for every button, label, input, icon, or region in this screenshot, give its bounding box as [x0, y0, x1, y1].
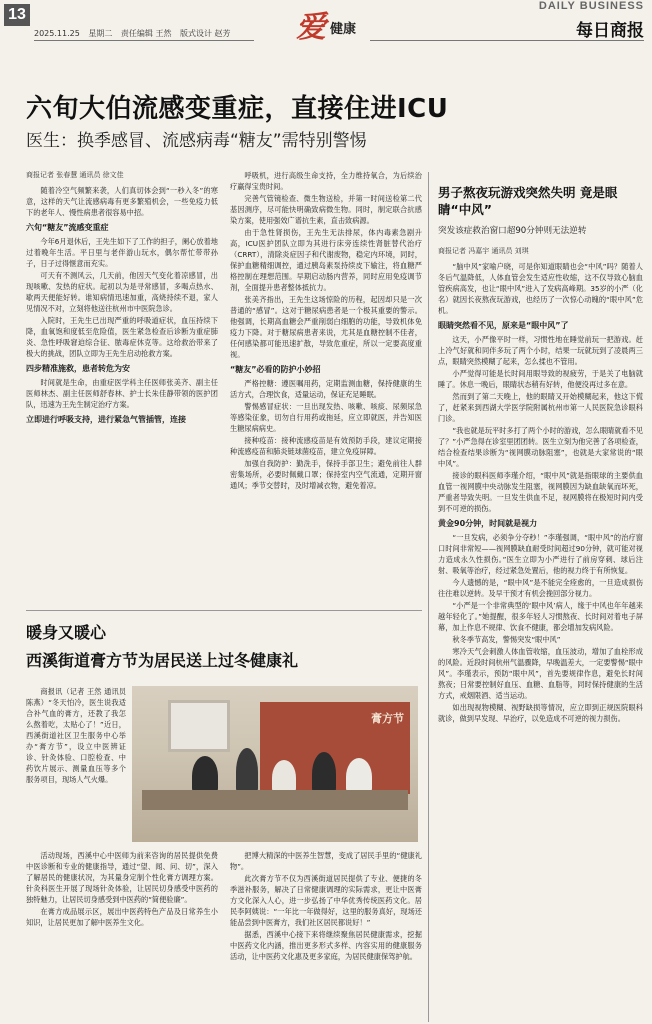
side-headline: 男子熬夜玩游戏突然失明 竟是眼睛“中风” [438, 185, 618, 217]
paragraph: “我也就是玩平时多打了两个小时的游戏，怎么眼睛就看不见了？”小严急得在诊室里团团转。医生立刻为他完善了各项检查，结合检查结果诊断为“视网膜动脉阻塞”，也就是大家常说的“眼中风”。 [438, 426, 643, 468]
story2-intro [26, 686, 126, 842]
side-column [438, 246, 643, 1018]
paragraph: 接诊的眼科医师李瑾介绍，“眼中风”就是指眼球的主要供血血管一视网膜中央动脉发生阻塞，视网膜因为缺血缺氧而坏死，严重者导致失明。一旦发生供血不足，视网膜将在极短时间内受到不可逆的损伤。 [438, 471, 643, 513]
paragraph: 如出现视物模糊、视野缺损等情况，应立即到正规医院眼科就诊，做到早发现、早治疗，以免造成不可逆的视力损伤。 [438, 703, 643, 723]
story2-column-1 [26, 850, 218, 1020]
paper-name-cn: 每日商报 [576, 21, 644, 41]
paragraph: 张美齐指出，王先生这场惊险的历程，起因却只是一次普通的“感冒”。这对于糖尿病患者是一个极其重要的警示。他强调，长期高血糖会严重削弱白细胞的功能，导致机体免疫力下降。对于糖尿病患者来说，尤其是血糖控制不佳者，任何感染都可能迅速扩散，导致危重症，所以一定要高度重视。 [230, 295, 422, 359]
lead-column-2 [230, 170, 422, 606]
paragraph: 警惕感冒症状：一旦出现发热、咳嗽、咳痰、尿频尿急等感染征象，切勿自行用药或拖延，应立即就医，并告知医生糖尿病病史。 [230, 402, 422, 433]
paragraph: 由于急性肾损伤，王先生无法排尿，体内毒素急剧升高，ICU医护团队立即为其进行床旁连续性肾脏替代治疗（CRRT），清除炎症因子和代谢废物，稳定内环境，同时，保护血糖精细调控，通过胰岛素泵持续皮下输注，将血糖严格控制在理想范围。早期启动肠内营养，同时应用免疫调节剂，全面提升患者整体抵抗力。 [230, 228, 422, 292]
paragraph: 完善气管镜检查、微生物送检，并第一时间送检第二代基因测序，尽可能快明确致病微生物。同时，制定联合抗感染方案，使用强效广谱抗生素，直击致病源。 [230, 194, 422, 225]
paragraph: 今人遗憾的是，“眼中风”是不能完全痊愈的，一旦造成损伤往往难以逆转。及早干预才有机会挽回部分视力。 [438, 578, 643, 598]
lead-column-1 [26, 170, 218, 606]
issue-editor: 责任编辑 王然 [120, 29, 172, 38]
lead-headline: 六旬大伯流感变重症，直接住进ICU [26, 94, 449, 124]
story-divider [26, 610, 422, 611]
side-byline: 商报记者 冯嘉宇 通讯员 刘琪 [438, 247, 529, 255]
story2-headline: 西溪街道膏方节为居民送上过冬健康礼 [26, 651, 299, 670]
paragraph: 寒冷天气会刺激人体血管收缩，血压波动，增加了血栓形成的风险。近段时间杭州气温骤降，早晚温差大，一定要警惕“眼中风”。李瑾表示，预防“眼中风”，首先要规律作息，避免长时间熬夜；日常要控制好血压、血糖、血脂等，同时保持健康的生活方式，戒烟限酒、适当运动。 [438, 647, 643, 700]
paragraph: 随着冷空气频繁来袭，人们真切体会到“一秒入冬”的寒意，这样的天气让流感病毒有更多繁殖机会，一些免疫力低下的老年人、慢性病患者很容易中招。 [26, 186, 218, 217]
column-subhead: 六旬“糖友”流感变重症 [26, 223, 109, 232]
masthead-rule-right [370, 40, 644, 41]
masthead [0, 0, 652, 44]
paragraph: 呼吸机，进行高级生命支持，全力维持氧合，为后续治疗赢得宝贵时间。 [230, 171, 422, 191]
paragraph: 今年6月退休后，王先生如下了工作的担子，阑心放着地过着晚年生活。平日里与老伴游山玩水，偶尔帮忙带带孙子，日子过得惬意而充实。 [26, 237, 218, 268]
lead-subheadline: 医生：换季感冒、流感病毒“糖友”需特别警惕 [26, 131, 367, 151]
story2-intro-text: 商报讯（记者 王然 通讯员 陈燕）“冬天怕冷，医生说我适合补气血的膏方，还教了我怎么熬着吃，太贴心了！”近日，西溪街道社区卫生服务中心举办“膏方节”，设立中医辨证诊、针灸体验、口腔检查、中药饮片展示、测量血压等多个服务项目，现场人气火爆。 [26, 687, 126, 784]
paragraph: 加强自我防护：勤洗手，保持手部卫生；避免前往人群密集场所，必要时佩戴口罩；保持室内空气流通，定期开窗通风；季节交替时，及时增减衣物，避免着凉。 [230, 459, 422, 490]
paragraph: 把博大精深的中医养生智慧，变成了居民手里的“健康礼物”。 [230, 851, 422, 871]
paragraph: 然而到了第二天晚上，他的眼睛又开始模糊起来，他这下慌了，赶紧来到西湖大学医学院附属杭州市第一人民医院急诊眼科门诊。 [438, 392, 643, 423]
event-photo [132, 686, 418, 842]
paragraph: 在膏方成品展示区，展出中医药特色产品及日常养生小知识，让居民更加了解中医养生文化。 [26, 907, 218, 927]
column-subhead: 黄金90分钟，时间就是视力 [438, 519, 538, 528]
photo-person [236, 748, 258, 796]
photo-banner-text: 膏方节 [371, 712, 404, 725]
column-subhead: 眼睛突然看不见，原来是“眼中风”了 [438, 321, 569, 330]
paragraph: 可天有不测风云，几天前，他因天气变化着凉感冒，出现咳嗽、发热的症状。起初以为是寻常感冒，多喝点热水、歇两天便能好转。谁知病情迅速加重，高烧持续不退，家人见情况不对，立刻将他送往杭州市中医院急诊。 [26, 271, 218, 313]
paragraph: 严格控糖：遵医嘱用药，定期监测血糖，保持健康的生活方式，合理饮食，适量运动，保证充足睡眠。 [230, 379, 422, 399]
column-subhead: 四步精准施救，患者转危为安 [26, 364, 130, 373]
photo-table [142, 790, 408, 810]
column-subhead: 立即进行呼吸支持，进行紧急气管插管，连接 [26, 415, 186, 424]
paragraph: “小严是一个非常典型的‘眼中风’病人，缘于中风也年年越来越年轻化了。”她提醒，很多年轻人习惯熬夜、长时间对着电子屏幕，加上作息不规律、饮食不健康，都会增加发病风险。 [438, 601, 643, 632]
side-subheadline: 突发该症救治窗口超90分钟则无法逆转 [438, 226, 587, 236]
paragraph: “脑中风”家喻户晓，可是你知道眼睛也会“中风”吗？随着人冬后气温降低，人体血管会发生适应性收缩，这不仅导致心脑血管疾病高发，也让“眼中风”进入了发病高峰期。35岁的小严（化名）就因长夜熬夜玩游戏，也经历了一次惊心动魄的“眼中风”危机。 [438, 262, 643, 315]
masthead-rule-left [34, 40, 254, 41]
paragraph: 小严觉得可能是长时间用眼导致的视疲劳，于是关了电脑就睡了。休息一晚后，眼睛状态稍有好转，他便没再过多在意。 [438, 369, 643, 389]
paragraph: 活动现场，西溪中心中医师为前来咨询的居民提供免费中医诊断和专业的健康指导，通过“望、闻、问、切”，深入了解居民的健康状况，为其量身定制个性化膏方调理方案。针灸科医生开展了现场针灸体验，让居民切身感受中医药的独特魅力，让居民切身感受到中医药的“简便验廉”。 [26, 851, 218, 904]
issue-meta [34, 28, 237, 39]
lead-byline: 商报记者 张春慧 通讯员 徐文佳 [26, 171, 124, 179]
column-divider [428, 172, 429, 1022]
paper-name-en: DAILY BUSINESS [538, 0, 644, 12]
story2-kicker: 暖身又暖心 [26, 623, 107, 642]
paragraph: 时间就是生命，由重症医学科主任医师张美齐、副主任医师林杰、副主任医师舒春林、护士长朱佳静带领的医护团队，迅速为王先生制定治疗方案。 [26, 378, 218, 409]
paragraph: 接种疫苗：接种流感疫苗是有效预防手段，建议定期接种流感疫苗和肺炎链球菌疫苗，建立免疫屏障。 [230, 436, 422, 456]
paragraph: “一旦发病，必须争分夺秒！”李瑾强调，“眼中风”的治疗窗口时间非常短——视网膜缺血耐受时间超过90分钟，就可能对视力造成永久性损伤。”医生立即为小严进行了前房穿刺、球后注射、吸氧等治疗，经过紧急处置后，他的视力终于有所恢复。 [438, 533, 643, 575]
issue-date: 2025.11.25 [34, 29, 80, 38]
section-name: 健康 [330, 22, 357, 37]
issue-weekday: 星期二 [88, 29, 113, 38]
paragraph: 这天，小严像平时一样，习惯性地在睡觉前玩一把游戏。赶上冷气好就和同伴多玩了两个小时，结果一玩就玩到了凌晨两三点，眼睛突然模糊了起来，怎么揉也不管用。 [438, 335, 643, 366]
paragraph: 此次膏方节不仅为西溪街道居民提供了专业、便捷的冬季滋补服务，解决了日常健康调理的实际需求，更让中医膏方文化深入人心，进一步弘扬了中华优秀传统医药文化。居民李阿姨说：“一年比一年做得好，这里的服务真好，现场还能品尝到中医膏方，我们社区居民都说好！” [230, 874, 422, 927]
issue-designer: 版式设计 赵芳 [180, 29, 231, 38]
section-logo: 爱 [296, 10, 326, 45]
paragraph: 入院时，王先生已出现严重的呼吸道症状，血压持续下降，血氧饱和度低至危险值，医生紧急检查后诊断为重症肺炎、急性呼吸窘迫综合征、脓毒症休克等。这给救治带来了极大的挑战，团队立即为王先生启动抢救方案。 [26, 316, 218, 358]
paragraph: 秋冬季节高发，警惕突发“眼中风” [452, 635, 561, 644]
column-subhead: “糖友”必看的防护小妙招 [230, 365, 321, 374]
page-number: 13 [4, 4, 30, 26]
story2-column-2 [230, 850, 422, 1020]
paragraph: 据悉，西溪中心接下来将继续聚焦居民健康需求，挖掘中医药文化内涵，推出更多形式多样、内容实用的健康服务活动，让中医药文化惠及更多家庭，为居民健康保驾护航。 [230, 930, 422, 961]
photo-window [168, 700, 230, 752]
